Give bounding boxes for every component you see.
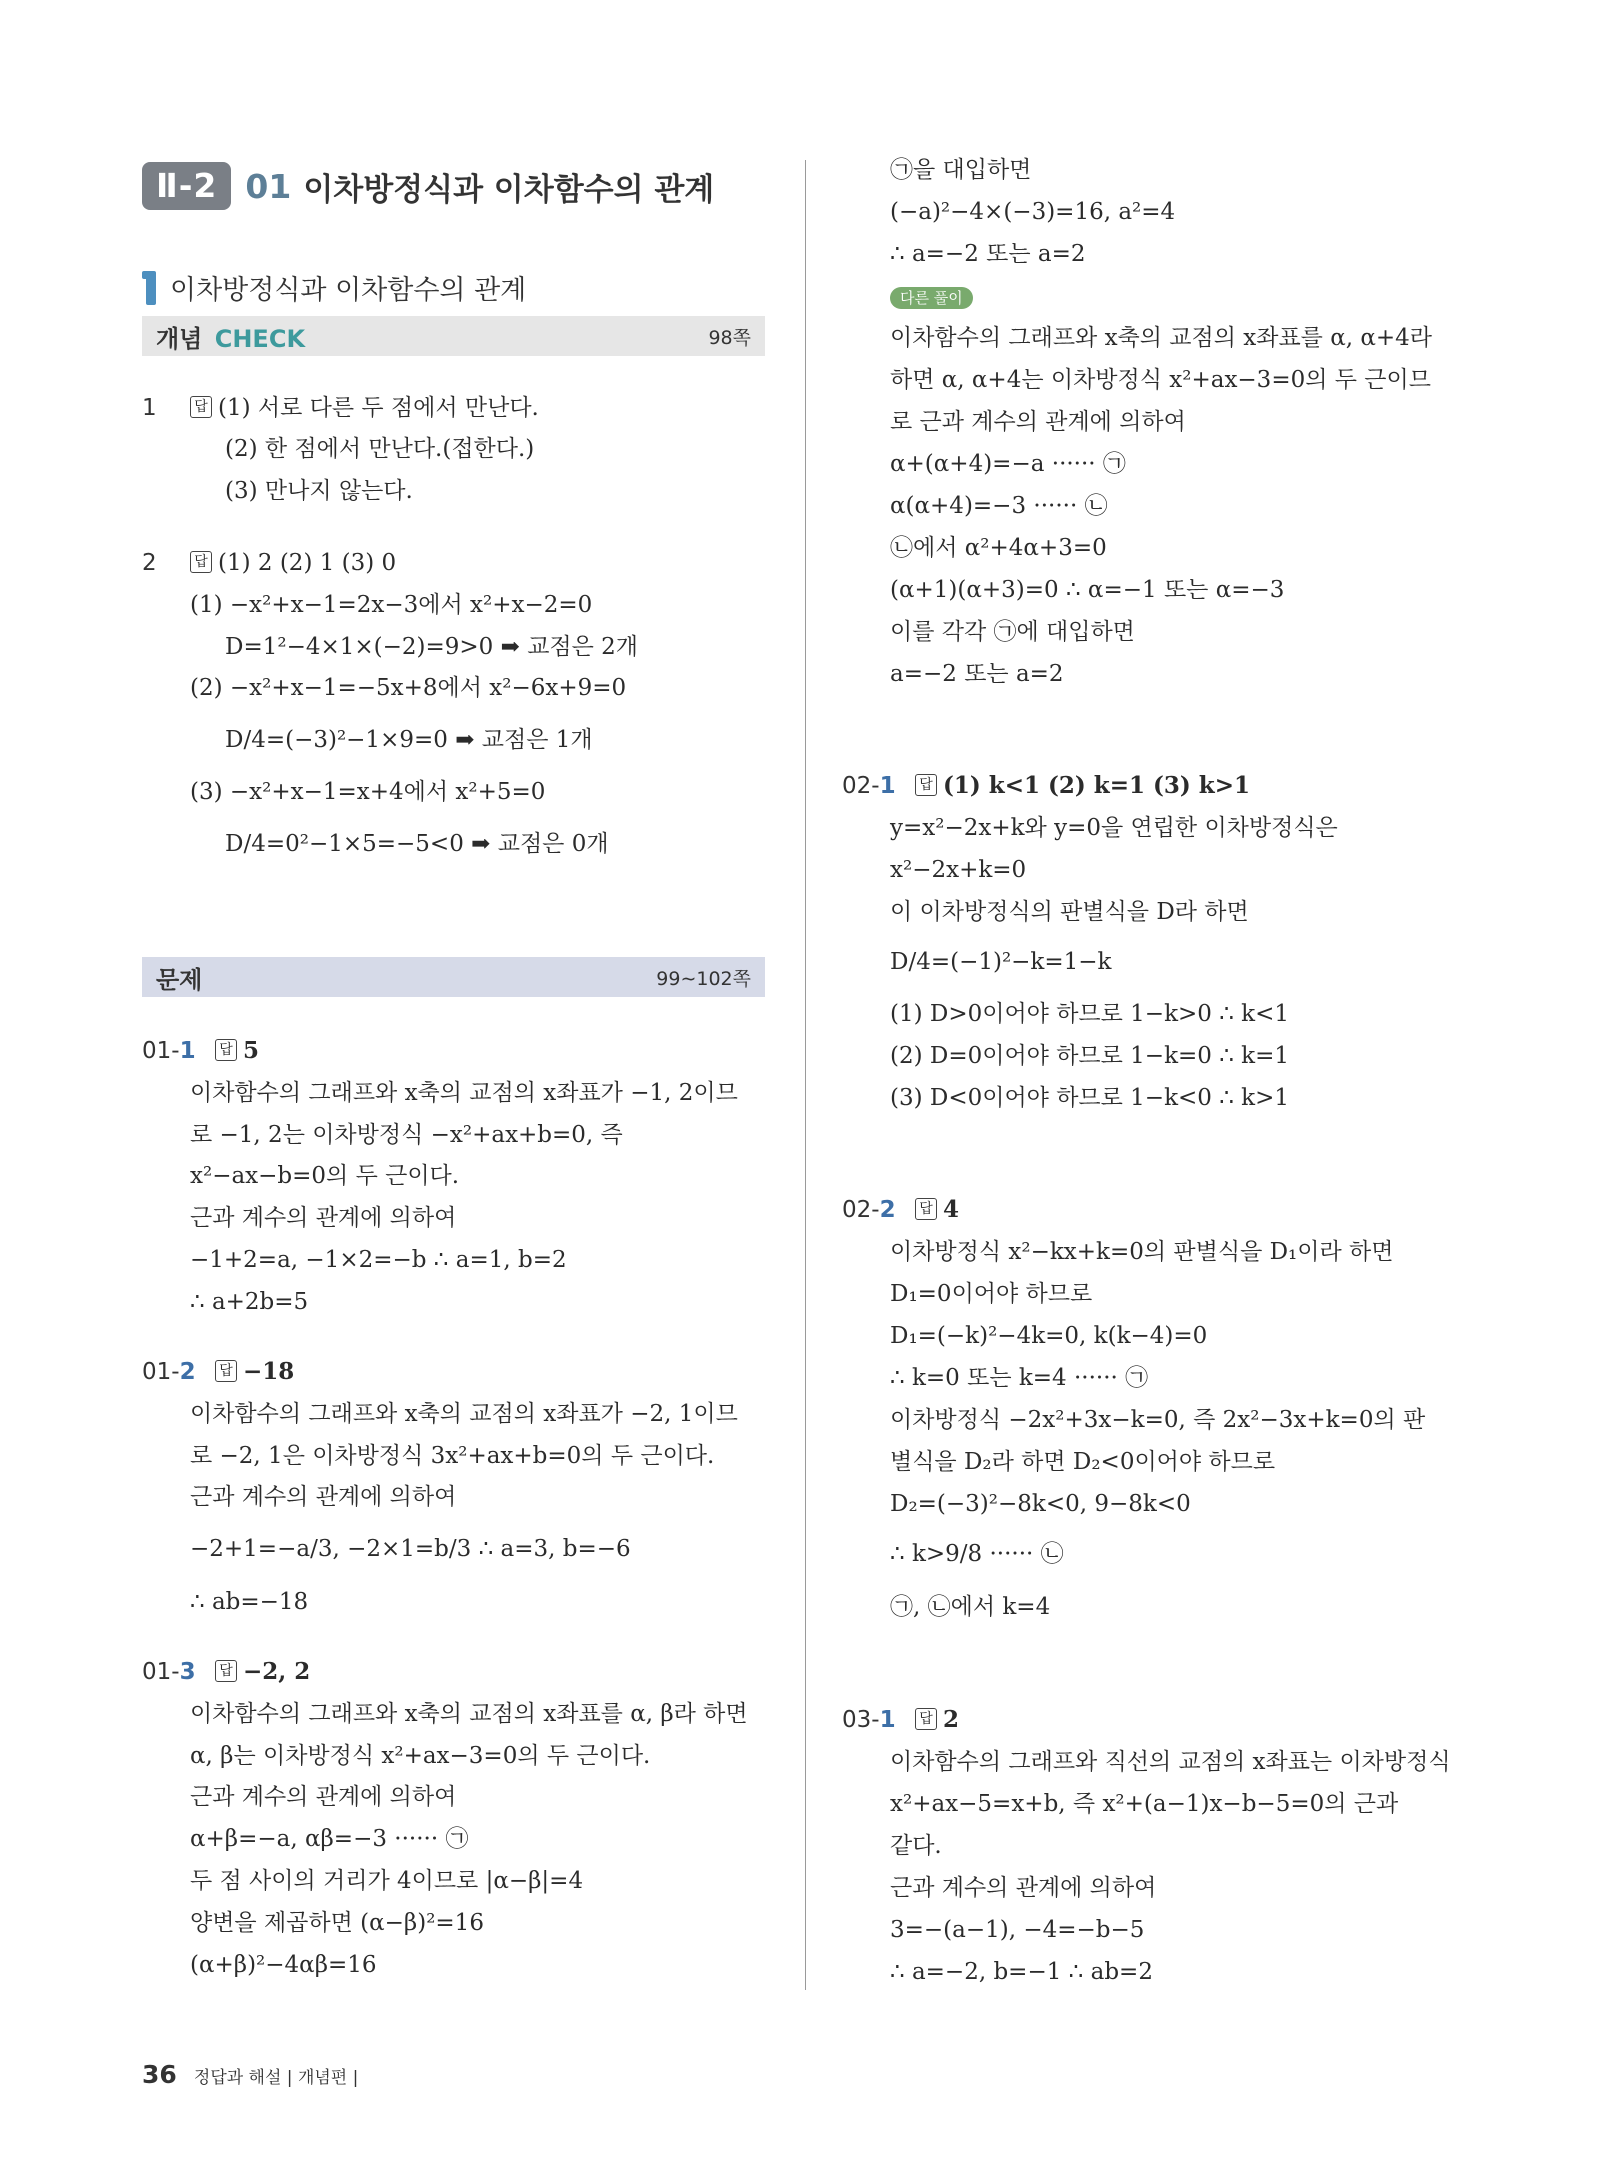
concept-check-bar [142,316,765,356]
text-line: 근과 계수의 관계에 의하여 [190,1205,457,1231]
answer-line: 답 −18 [215,1357,294,1387]
answer-icon: 답 [190,396,212,418]
text-line: α(α+4)=−3 ······ ㉡ [890,493,1108,519]
text-line: ∴ a+2b=5 [190,1289,309,1315]
text-line: (3) D<0이어야 하므로 1−k<0 ∴ k>1 [890,1085,1290,1111]
problem-number: 01-1 [142,1038,196,1064]
text-line: 두 점 사이의 거리가 4이므로 |α−β|=4 [190,1868,584,1894]
text-line: D/4=(−3)²−1×9=0 ➡ 교점은 1개 [225,727,593,753]
chapter-number: 01 [245,166,292,206]
text-line: −2+1=−a/3, −2×1=b/3 ∴ a=3, b=−6 [190,1536,631,1562]
text-line: 이 이차방정식의 판별식을 D라 하면 [890,899,1249,925]
text-line: 로 −1, 2는 이차방정식 −x²+ax+b=0, 즉 [190,1122,623,1148]
text-line: D=1²−4×1×(−2)=9>0 ➡ 교점은 2개 [225,634,639,660]
answer-line: 답 (1) 2 (2) 1 (3) 0 [190,548,396,578]
problem-number: 03-1 [842,1707,896,1733]
chapter-title: 이차방정식과 이차함수의 관계 [303,171,715,208]
text-line: y=x²−2x+k와 y=0을 연립한 이차방정식은 [890,815,1338,841]
text-line: 로 근과 계수의 관계에 의하여 [890,409,1186,435]
check-label: CHECK [214,324,306,353]
answer-icon: 답 [215,1360,237,1382]
problem-bar [142,957,765,997]
text-line: 이차방정식 −2x²+3x−k=0, 즉 2x²−3x+k=0의 판 [890,1407,1426,1433]
text-line: D/4=0²−1×5=−5<0 ➡ 교점은 0개 [225,831,609,857]
text-line: 근과 계수의 관계에 의하여 [190,1784,457,1810]
answer-icon: 답 [915,774,937,796]
text-line: 이차함수의 그래프와 x축의 교점의 x좌표를 α, α+4라 [890,325,1433,351]
text-line: (−a)²−4×(−3)=16, a²=4 [890,199,1176,225]
answer-line: 답 (1) k<1 (2) k=1 (3) k>1 [915,771,1250,801]
concept-label: 개념 [156,324,203,353]
text-line: 별식을 D₂라 하면 D₂<0이어야 하므로 [890,1449,1276,1475]
text-line: 근과 계수의 관계에 의하여 [190,1484,457,1510]
text-line: 같다. [890,1833,942,1859]
answer-line: 답 2 [915,1705,959,1735]
text-line: 이차함수의 그래프와 x축의 교점의 x좌표를 α, β라 하면 [190,1701,748,1727]
problem-page: 99∼102쪽 [656,967,751,990]
text-line: a=−2 또는 a=2 [890,661,1064,687]
text-line: 이차함수의 그래프와 직선의 교점의 x좌표는 이차방정식 [890,1749,1451,1775]
problem-number: 01-3 [142,1659,196,1685]
text-line: (2) −x²+x−1=−5x+8에서 x²−6x+9=0 [190,675,627,701]
text-line: 이차함수의 그래프와 x축의 교점의 x좌표가 −2, 1이므 [190,1401,738,1427]
answer-line: 답 (1) 서로 다른 두 점에서 만난다. [190,393,539,423]
problem-number: 1 [142,395,157,421]
answer-line: 답 −2, 2 [215,1657,310,1687]
text-line: 로 −2, 1은 이차방정식 3x²+ax+b=0의 두 근이다. [190,1443,715,1469]
text-line: α, β는 이차방정식 x²+ax−3=0의 두 근이다. [190,1743,651,1769]
page-footer [142,2060,358,2089]
text-line: D/4=(−1)²−k=1−k [890,949,1112,975]
answer-icon: 답 [215,1660,237,1682]
text-line: 양변을 제곱하면 (α−β)²=16 [190,1910,484,1936]
text-line: (1) −x²+x−1=2x−3에서 x²+x−2=0 [190,592,593,618]
text-line: ∴ a=−2 또는 a=2 [890,241,1086,267]
chapter-badge: Ⅱ-2 [142,162,231,210]
problem-number: 02-1 [842,773,896,799]
section-marker-icon [142,271,158,305]
text-line: 이차방정식 x²−kx+k=0의 판별식을 D₁이라 하면 [890,1239,1394,1265]
alternative-solution-tag: 다른 풀이 [890,287,973,309]
chapter-header [142,162,714,210]
text-line: x²−2x+k=0 [890,857,1027,883]
text-line: 하면 α, α+4는 이차방정식 x²+ax−3=0의 두 근이므 [890,367,1431,393]
text-line: (α+1)(α+3)=0 ∴ α=−1 또는 α=−3 [890,577,1285,603]
text-line: α+(α+4)=−a ······ ㉠ [890,451,1126,477]
text-line: D₂=(−3)²−8k<0, 9−8k<0 [890,1491,1191,1517]
text-line: 이를 각각 ㉠에 대입하면 [890,619,1135,645]
answer-icon: 답 [915,1198,937,1220]
text-line: (2) 한 점에서 만난다.(접한다.) [225,436,535,462]
answer-line: 답 5 [215,1036,259,1066]
text-line: 3=−(a−1), −4=−b−5 [890,1917,1145,1943]
problem-number: 2 [142,550,157,576]
text-line: (α+β)²−4αβ=16 [190,1952,377,1978]
answer-icon: 답 [215,1039,237,1061]
column-divider [805,160,806,1990]
answer-line: 답 4 [915,1195,959,1225]
text-line: ∴ k>9/8 ······ ㉡ [890,1541,1064,1567]
text-line: ∴ a=−2, b=−1 ∴ ab=2 [890,1959,1153,1985]
text-line: ∴ ab=−18 [190,1589,309,1615]
text-line: D₁=(−k)²−4k=0, k(k−4)=0 [890,1323,1208,1349]
section-header [142,268,526,307]
answer-icon: 답 [915,1708,937,1730]
text-line: x²+ax−5=x+b, 즉 x²+(a−1)x−b−5=0의 근과 [890,1791,1399,1817]
page-number: 36 [142,2060,177,2089]
answer-icon: 답 [190,551,212,573]
text-line: ㉠을 대입하면 [890,157,1032,183]
text-line: α+β=−a, αβ=−3 ······ ㉠ [190,1826,469,1852]
text-line: ∴ k=0 또는 k=4 ······ ㉠ [890,1365,1149,1391]
text-line: ㉡에서 α²+4α+3=0 [890,535,1107,561]
problem-label: 문제 [156,965,203,994]
text-line: x²−ax−b=0의 두 근이다. [190,1163,460,1189]
concept-page: 98쪽 [708,326,751,349]
footer-text: 정답과 해설 | 개념편 | [193,2068,359,2088]
text-line: (1) D>0이어야 하므로 1−k>0 ∴ k<1 [890,1001,1290,1027]
text-line: ㉠, ㉡에서 k=4 [890,1594,1051,1620]
text-line: (3) −x²+x−1=x+4에서 x²+5=0 [190,779,546,805]
text-line: 근과 계수의 관계에 의하여 [890,1875,1157,1901]
section-title: 이차방정식과 이차함수의 관계 [170,275,527,306]
problem-number: 01-2 [142,1359,196,1385]
text-line: 이차함수의 그래프와 x축의 교점의 x좌표가 −1, 2이므 [190,1080,738,1106]
problem-number: 02-2 [842,1197,896,1223]
text-line: (2) D=0이어야 하므로 1−k=0 ∴ k=1 [890,1043,1290,1069]
text-line: (3) 만나지 않는다. [225,478,413,504]
text-line: D₁=0이어야 하므로 [890,1281,1093,1307]
text-line: −1+2=a, −1×2=−b ∴ a=1, b=2 [190,1247,567,1273]
